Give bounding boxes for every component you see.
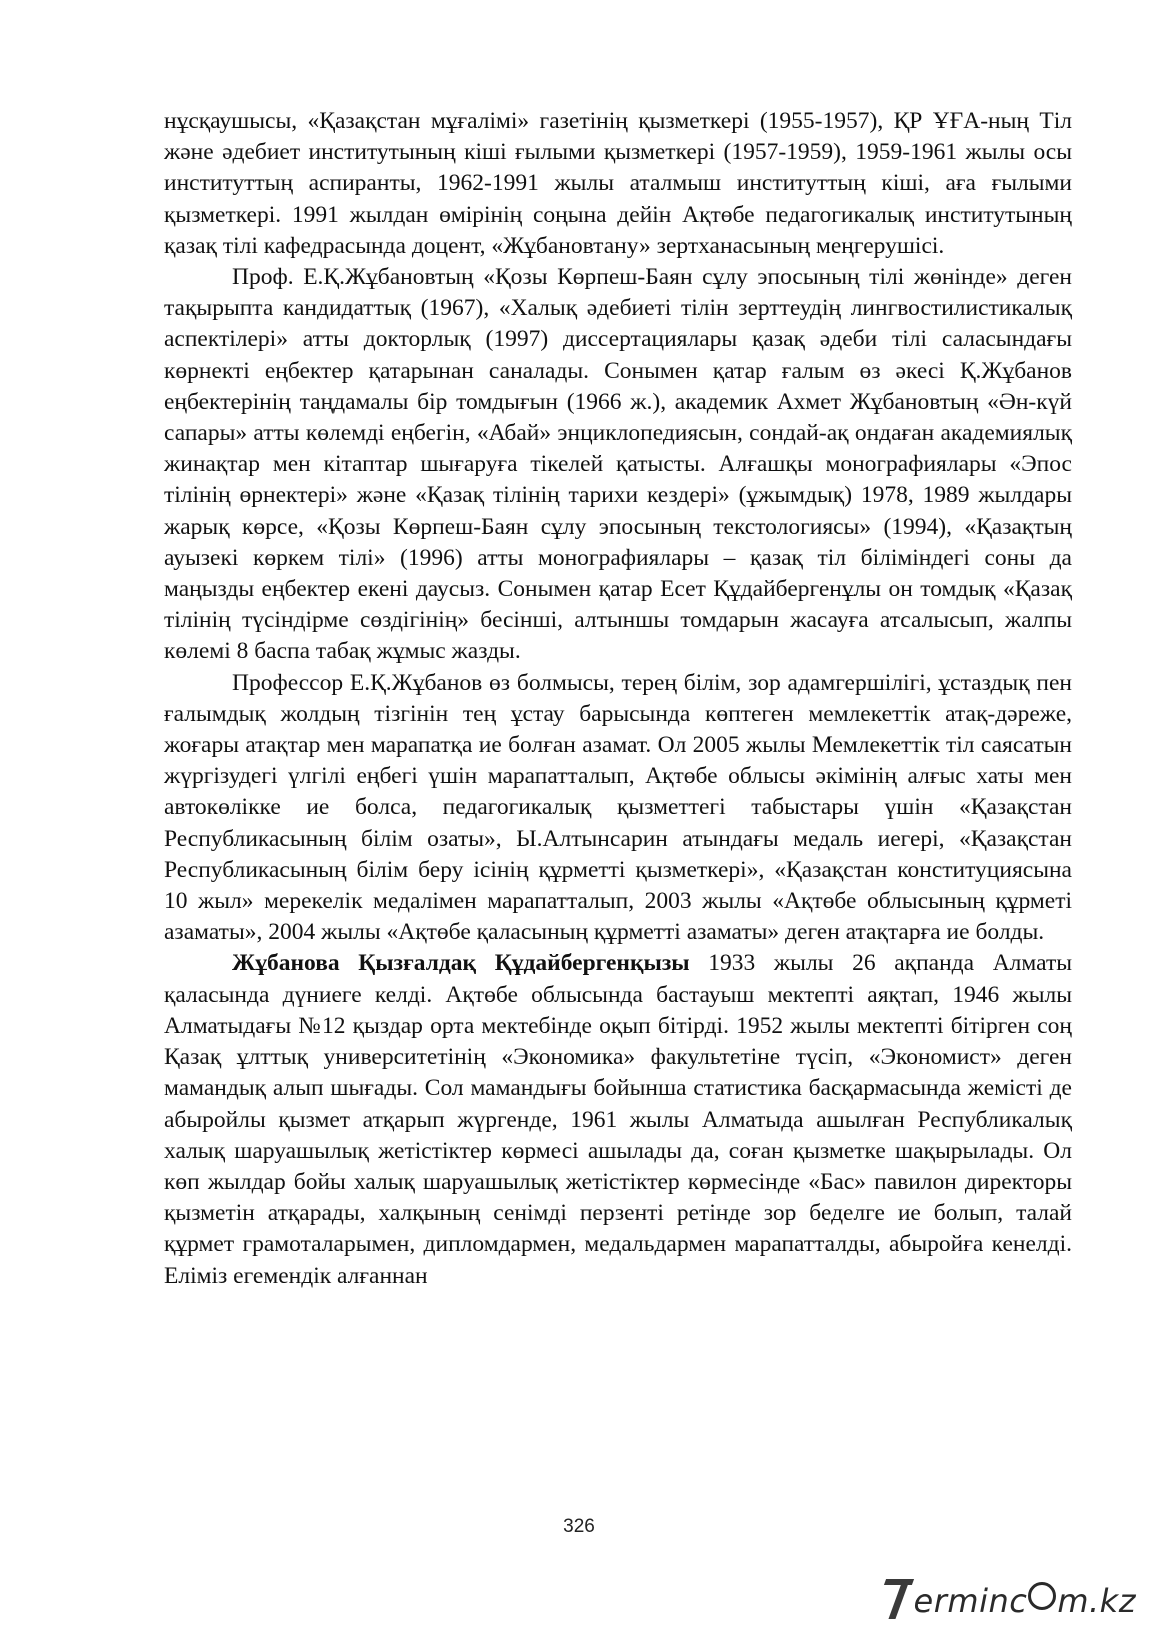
paragraph-2 <box>164 262 1072 668</box>
paragraph-4 <box>164 948 1072 1291</box>
paragraph-1-text: нұсқаушысы, «Қазақстан мұғалімі» газетінің қызметкері (1955-1957), ҚР ҰҒА-ның Тіл және әдебиет институтының кіші ғылыми қызметкері (1957-1959), 1959-1961 жылы осы институттың аспиранты, 1962-1991 жылы аталмыш институттың кіші, аға ғылыми қызметкері. 1991 жылдан өмірінің соңына дейін Ақтөбе педагогикалық институтының қазақ тілі кафедрасында доцент, «Жұбановтану» зертханасының меңгерушісі. <box>164 108 1072 259</box>
termincom-t-logo-icon <box>885 1579 913 1619</box>
paragraph-1 <box>164 106 1072 262</box>
paragraph-4-text: 1933 жылы 26 ақпанда Алматы қаласында дүниеге келді. Ақтөбе облысында бастауыш мектепті аяқтап, 1946 жылы Алматыдағы №12 қыздар орта мектебінде оқып бітірді. 1952 жылы мектепті бітірген соң Қазақ ұлттық университетінің «Экономика» факультетіне түсіп, «Экономист» деген мамандық алып шығады. Сол мамандығы бойынша статистика басқармасында жемісті де абыройлы қызмет атқарып жүргенде, 1961 жылы Алматыда ашылған Республикалық халық шаруашылық жетістіктер көрмесі ашылады да, соған қызметке шақырылады. Ол көп жылдар бойы халық шаруашылық жетістіктер көрмесінде «Бас» павилон директоры қызметін атқарады, халқының сенімді перзенті ретінде зор беделге ие болып, талай құрмет грамоталарымен, дипломдармен, медальдармен марапатталды, абыройға кенелді. Еліміз егемендік алғаннан <box>164 950 1072 1289</box>
termincom-watermark <box>885 1575 1136 1619</box>
watermark-prefix: ermin <box>913 1582 1010 1620</box>
watermark-suffix: m.kz <box>1057 1582 1136 1620</box>
paragraph-2-text: Проф. Е.Қ.Жұбановтың «Қозы Көрпеш-Баян сұлу эпосының тілі жөнінде» деген тақырыпта кандидаттық (1967), «Халық әдебиеті тілін зерттеудің лингвостилистикалық аспектілері» атты докторлық (1997) диссертациялары қазақ әдеби тілі саласындағы көрнекті еңбектер қатарынан саналады. Сонымен қатар ғалым өз әкесі Қ.Жұбанов еңбектерінің таңдамалы бір томдығын (1966 ж.), академик Ахмет Жұбановтың «Ән-күй сапары» атты көлемді еңбегін, «Абай» энциклопедиясын, сондай-ақ ондаған академиялық жинақтар мен кітаптар шығаруға тікелей қатысты. Алғашқы монографиялары «Эпос тілінің өрнектері» және «Қазақ тілінің тарихи кездері» (ұжымдық) 1978, 1989 жылдары жарық көрсе, «Қозы Көрпеш-Баян сұлу эпосының текстологиясы» (1994), «Қазақтың ауызекі көркем тілі» (1996) атты монографиялары – қазақ тіл біліміндегі соны да маңызды еңбектер екені даусыз. Сонымен қатар Есет Құдайбергенұлы он томдық «Қазақ тілінің түсіндірме сөздігінің» бесінші, алтыншы томдарын жасауға атсалысып, жалпы көлемі 8 баспа табақ жұмыс жазды. <box>164 264 1072 665</box>
page-body <box>164 106 1072 1292</box>
page-number: 326 <box>563 1516 595 1537</box>
watermark-c: c <box>1009 1582 1028 1620</box>
watermark-text <box>914 1582 1136 1619</box>
paragraph-4-bold-name: Жұбанова Қызғалдақ Құдайбергенқызы <box>232 950 690 977</box>
watermark-o-ring-icon <box>1028 1582 1056 1610</box>
paragraph-3 <box>164 668 1072 949</box>
paragraph-3-text: Профессор Е.Қ.Жұбанов өз болмысы, терең білім, зор адамгершілігі, ұстаздық пен ғалымдық жолдың тізгінін тең ұстау барысында көптеген мемлекеттік атақ-дәреже, жоғары атақтар мен марапатқа ие болған азамат. Ол 2005 жылы Мемлекеттік тіл саясатын жүргізудегі үлгілі еңбегі үшін марапатталып, Ақтөбе облысы әкімінің алғыс хаты мен автокөлікке ие болса, педагогикалық қызметтегі табыстары үшін «Қазақстан Республикасының білім озаты», Ы.Алтынсарин атындағы медаль иегері, «Қазақстан Республикасының білім беру ісінің құрметті қызметкері», «Қазақстан конституциясына 10 жыл» мерекелік медалімен марапатталып, 2003 жылы «Ақтөбе облысының құрметі азаматы», 2004 жылы «Ақтөбе қаласының құрметті азаматы» деген атақтарға ие болды. <box>164 669 1072 946</box>
